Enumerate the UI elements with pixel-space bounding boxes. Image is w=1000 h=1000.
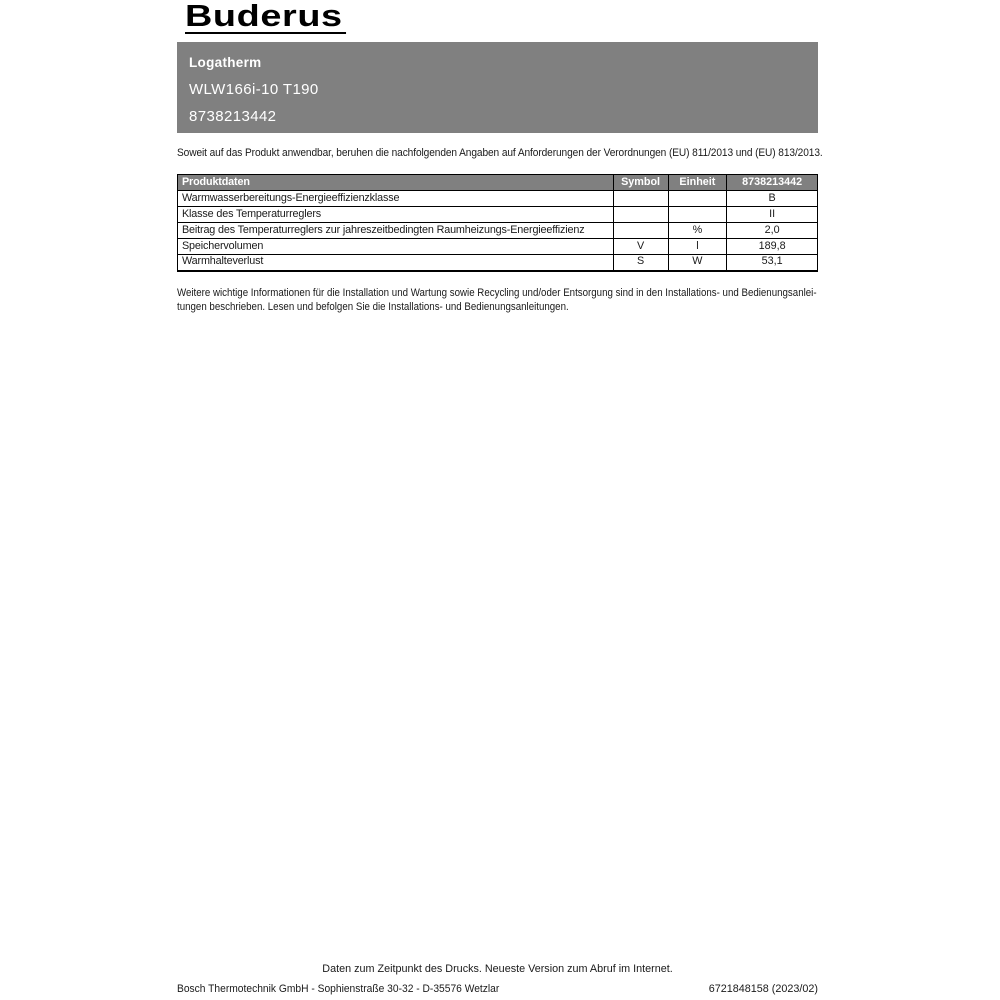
- row-label: Beitrag des Temperaturreglers zur jahreszeitbedingten Raumheizungs-Energieeffizienz: [178, 223, 614, 239]
- table-row: [178, 207, 818, 223]
- installation-note-line-1: Weitere wichtige Informationen für die Installation und Wartung sowie Recycling und/oder Entsorgung sind in den Installations- und Bedienungsanlei-: [177, 287, 817, 299]
- installation-note: [177, 287, 888, 314]
- row-symbol: [613, 223, 668, 239]
- product-line-name: Logatherm: [189, 55, 262, 70]
- row-unit: %: [668, 223, 727, 239]
- row-unit: l: [668, 239, 727, 255]
- row-value: 53,1: [727, 255, 818, 271]
- product-article-number: 8738213442: [189, 108, 277, 125]
- row-value: II: [727, 207, 818, 223]
- table-row: [178, 223, 818, 239]
- row-symbol: S: [613, 255, 668, 271]
- table-header-row: [178, 175, 818, 191]
- table-row: [178, 239, 818, 255]
- table-row: [178, 255, 818, 271]
- row-value: 2,0: [727, 223, 818, 239]
- row-symbol: [613, 207, 668, 223]
- table-row: [178, 191, 818, 207]
- footer-company-address: Bosch Thermotechnik GmbH - Sophienstraße 30-32 - D-35576 Wetzlar: [177, 983, 500, 995]
- installation-note-line-2: tungen beschrieben. Lesen und befolgen Sie die Installations- und Bedienungsanleitungen.: [177, 300, 569, 313]
- product-data-table: [177, 174, 818, 272]
- product-header-panel: [177, 42, 818, 133]
- header-einheit: Einheit: [668, 175, 727, 191]
- row-unit: [668, 191, 727, 207]
- row-value: B: [727, 191, 818, 207]
- row-unit: [668, 207, 727, 223]
- row-symbol: V: [613, 239, 668, 255]
- regulation-intro-text: Soweit auf das Produkt anwendbar, beruhen die nachfolgenden Angaben auf Anforderungen der Verordnungen (EU) 811/2013 und (EU) 813/2013.: [177, 147, 823, 159]
- buderus-logo: Buderus: [185, 1, 346, 34]
- row-label: Warmwasserbereitungs-Energieeffizienzklasse: [178, 191, 614, 207]
- row-label: Speichervolumen: [178, 239, 614, 255]
- header-produktdaten: Produktdaten: [178, 175, 614, 191]
- product-model: WLW166i-10 T190: [189, 81, 319, 98]
- row-label: Klasse des Temperaturreglers: [178, 207, 614, 223]
- header-symbol: Symbol: [613, 175, 668, 191]
- row-symbol: [613, 191, 668, 207]
- row-label: Warmhalteverlust: [178, 255, 614, 271]
- header-article-number: 8738213442: [727, 175, 818, 191]
- row-unit: W: [668, 255, 727, 271]
- footer-print-notice: Daten zum Zeitpunkt des Drucks. Neueste Version zum Abruf im Internet.: [322, 963, 673, 975]
- footer-document-number: 6721848158 (2023/02): [708, 983, 818, 995]
- row-value: 189,8: [727, 239, 818, 255]
